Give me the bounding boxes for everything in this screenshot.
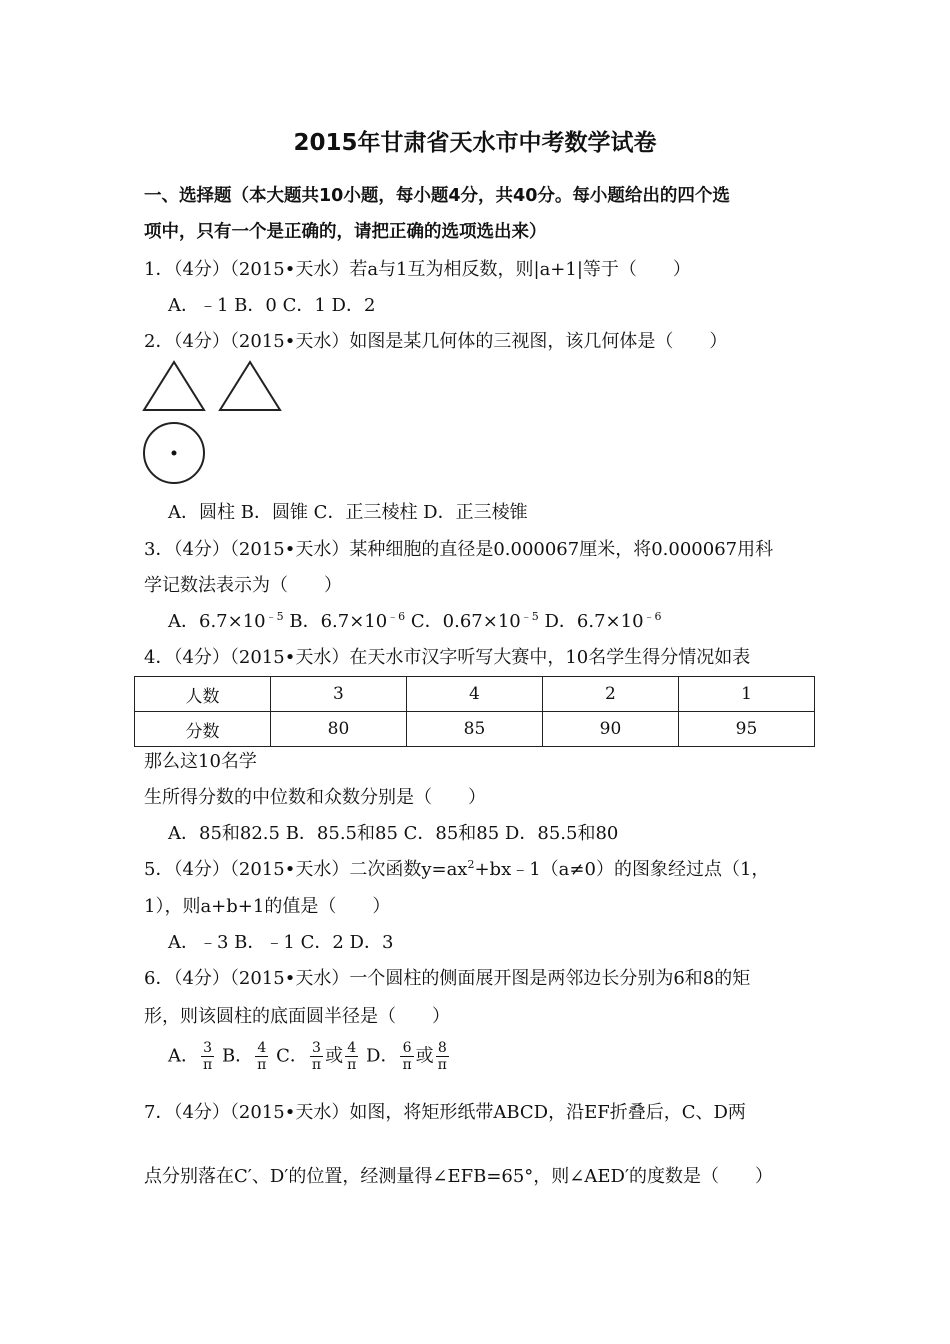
question-3-line1: 3．（4分）（2015•天水）某种细胞的直径是0.000067厘米，将0.000067用科 — [144, 539, 774, 560]
question-4-options: A．85和82.5 B．85.5和85 C．85和85 D．85.5和80 — [168, 823, 619, 844]
question-3-options — [168, 607, 662, 633]
q3-option-c: C．0.67×10 — [405, 611, 521, 632]
fraction: $\frac{6}{\pi}$ — [402, 1040, 412, 1073]
fraction: $\frac{8}{\pi}$ — [437, 1040, 447, 1073]
question-4-after2: 生所得分数的中位数和众数分别是（ ） — [144, 787, 486, 808]
section-heading-line1: 一、选择题（本大题共10小题，每小题4分，共40分。每小题给出的四个选 — [144, 186, 730, 206]
table-cell: 3 — [270, 677, 406, 712]
q3-option-c-exp: ﹣5 — [520, 610, 539, 623]
page-title: 2015年甘肃省天水市中考数学试卷 — [293, 130, 657, 156]
section-heading-line2: 项中，只有一个是正确的，请把正确的选项选出来） — [144, 222, 547, 242]
question-5-options: A．﹣3 B．﹣1 C．2 D．3 — [168, 932, 394, 953]
question-1-options: A．﹣1 B．0 C．1 D．2 — [168, 295, 376, 316]
table-cell: 人数 — [135, 677, 271, 712]
question-3-line2: 学记数法表示为（ ） — [144, 575, 342, 596]
q3-option-d: D．6.7×10 — [538, 611, 644, 632]
table-cell: 分数 — [135, 712, 271, 747]
score-table — [134, 676, 815, 747]
table-row — [135, 712, 815, 747]
fraction: $\frac{4}{\pi}$ — [347, 1040, 357, 1073]
q5-line1-sup: 2 — [467, 858, 475, 871]
q6-label-d: D． — [366, 1045, 399, 1067]
q3-option-d-exp: ﹣6 — [643, 610, 662, 623]
q6-or: 或 — [415, 1045, 434, 1067]
q5-line1-b: +bx﹣1（a≠0）的图象经过点（1， — [474, 859, 770, 880]
q6-label-c: C． — [276, 1045, 308, 1067]
question-4-after1: 那么这10名学 — [144, 751, 257, 772]
fraction: $\frac{4}{\pi}$ — [257, 1040, 267, 1073]
fraction: $\frac{3}{\pi}$ — [203, 1040, 213, 1073]
question-6-line1: 6．（4分）（2015•天水）一个圆柱的侧面展开图是两邻边长分别为6和8的矩 — [144, 968, 751, 989]
table-cell: 85 — [406, 712, 542, 747]
q6-label-b: B． — [221, 1045, 254, 1067]
q5-line1-a: 5．（4分）（2015•天水）二次函数y=ax — [144, 859, 468, 880]
question-7-line1: 7．（4分）（2015•天水）如图，将矩形纸带ABCD，沿EF折叠后，C、D两 — [144, 1102, 746, 1123]
table-cell: 4 — [406, 677, 542, 712]
q3-option-a-exp: ﹣5 — [265, 610, 284, 623]
table-cell: 90 — [542, 712, 678, 747]
question-5-line2: 1），则a+b+1的值是（ ） — [144, 896, 391, 917]
question-6-line2: 形，则该圆柱的底面圆半径是（ ） — [144, 1006, 450, 1027]
q3-option-b: B．6.7×10 — [283, 611, 388, 632]
question-4-text: 4．（4分）（2015•天水）在天水市汉字听写大赛中，10名学生得分情况如表 — [144, 647, 751, 668]
q3-option-b-exp: ﹣6 — [387, 610, 406, 623]
q3-option-a: A．6.7×10 — [168, 611, 266, 632]
question-7-line2: 点分别落在C′、D′的位置，经测量得∠EFB=65°，则∠AED′的度数是（ ） — [144, 1166, 774, 1187]
question-2-text: 2．（4分）（2015•天水）如图是某几何体的三视图，该几何体是（ ） — [144, 331, 728, 352]
top-view-center-dot — [172, 451, 177, 456]
three-view-figure — [140, 358, 290, 488]
q6-label-a: A． — [168, 1045, 199, 1067]
question-5-line1 — [144, 855, 769, 881]
side-view-triangle — [220, 362, 280, 410]
table-cell: 80 — [270, 712, 406, 747]
fraction: $\frac{3}{\pi}$ — [311, 1040, 322, 1073]
question-6-options — [168, 1040, 451, 1073]
table-cell: 1 — [678, 677, 814, 712]
q6-or: 或 — [325, 1045, 344, 1067]
table-cell: 2 — [542, 677, 678, 712]
question-1-text: 1．（4分）（2015•天水）若a与1互为相反数，则|a+1|等于（ ） — [144, 259, 691, 280]
front-view-triangle — [144, 362, 204, 410]
table-row — [135, 677, 815, 712]
table-cell: 95 — [678, 712, 814, 747]
question-2-options: A．圆柱 B．圆锥 C．正三棱柱 D．正三棱锥 — [168, 502, 528, 523]
